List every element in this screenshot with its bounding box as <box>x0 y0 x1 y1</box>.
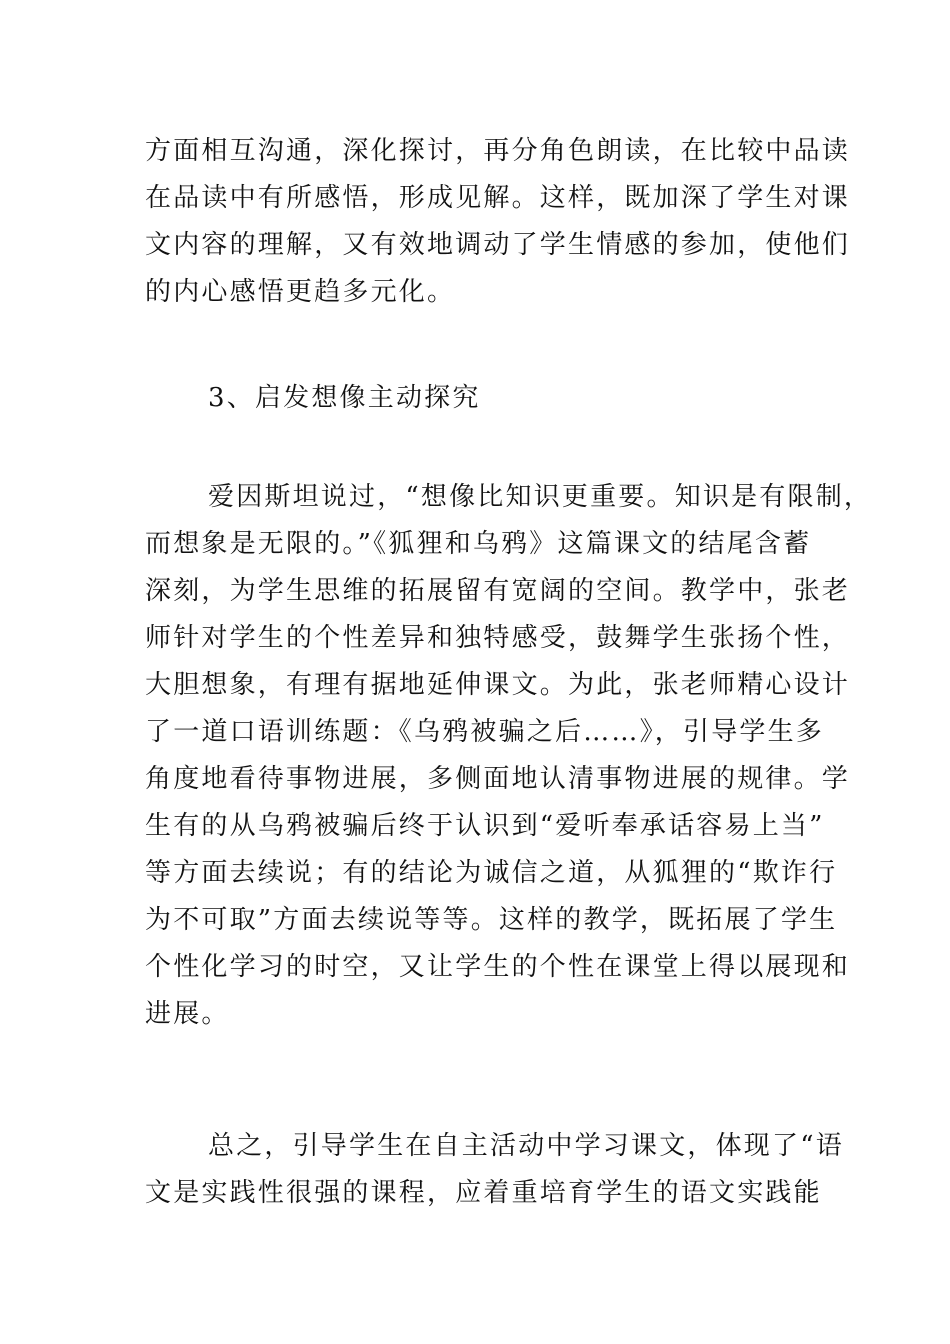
paragraph-line: 角度地看待事物进展，多侧面地认清事物进展的规律。学 <box>145 764 851 794</box>
paragraph-line: 爱因斯坦说过，“想像比知识更重要。知识是有限制， <box>208 482 873 512</box>
paragraph-line: 在品读中有所感悟，形成见解。这样，既加深了学生对课 <box>145 183 851 213</box>
paragraph-line: 文是实践性很强的课程，应着重培育学生的语文实践能 <box>145 1178 822 1208</box>
paragraph-line: 生有的从乌鸦被骗后终于认识到“爱听奉承话容易上当” <box>145 811 825 841</box>
paragraph-line: 等方面去续说；有的结论为诚信之道，从狐狸的“欺诈行 <box>145 858 838 888</box>
paragraph-line: 个性化学习的时空，又让学生的个性在课堂上得以展现和 <box>145 952 851 982</box>
section-heading: 3、启发想像主动探究 <box>208 383 481 413</box>
paragraph-line: 总之，引导学生在自主活动中学习课文，体现了“语 <box>208 1131 844 1161</box>
paragraph-line: 的内心感悟更趋多元化。 <box>145 277 456 307</box>
paragraph-line: 大胆想象，有理有据地延伸课文。为此，张老师精心设计 <box>145 670 851 700</box>
paragraph-line: 进展。 <box>145 999 230 1029</box>
paragraph-line: 方面相互沟通，深化探讨，再分角色朗读，在比较中品读 <box>145 136 851 166</box>
paragraph-line: 为不可取”方面去续说等等。这样的教学，既拓展了学生 <box>145 905 838 935</box>
paragraph-line: 深刻，为学生思维的拓展留有宽阔的空间。教学中，张老 <box>145 576 851 606</box>
paragraph-line: 而想象是无限的。”《狐狸和乌鸦》这篇课文的结尾含蓄 <box>145 529 812 559</box>
paragraph-line: 师针对学生的个性差异和独特感受，鼓舞学生张扬个性， <box>145 623 851 653</box>
paragraph-line: 文内容的理解，又有效地调动了学生情感的参加，使他们 <box>145 230 851 260</box>
paragraph-line: 了一道口语训练题：《乌鸦被骗之后……》，引导学生多 <box>145 717 825 747</box>
